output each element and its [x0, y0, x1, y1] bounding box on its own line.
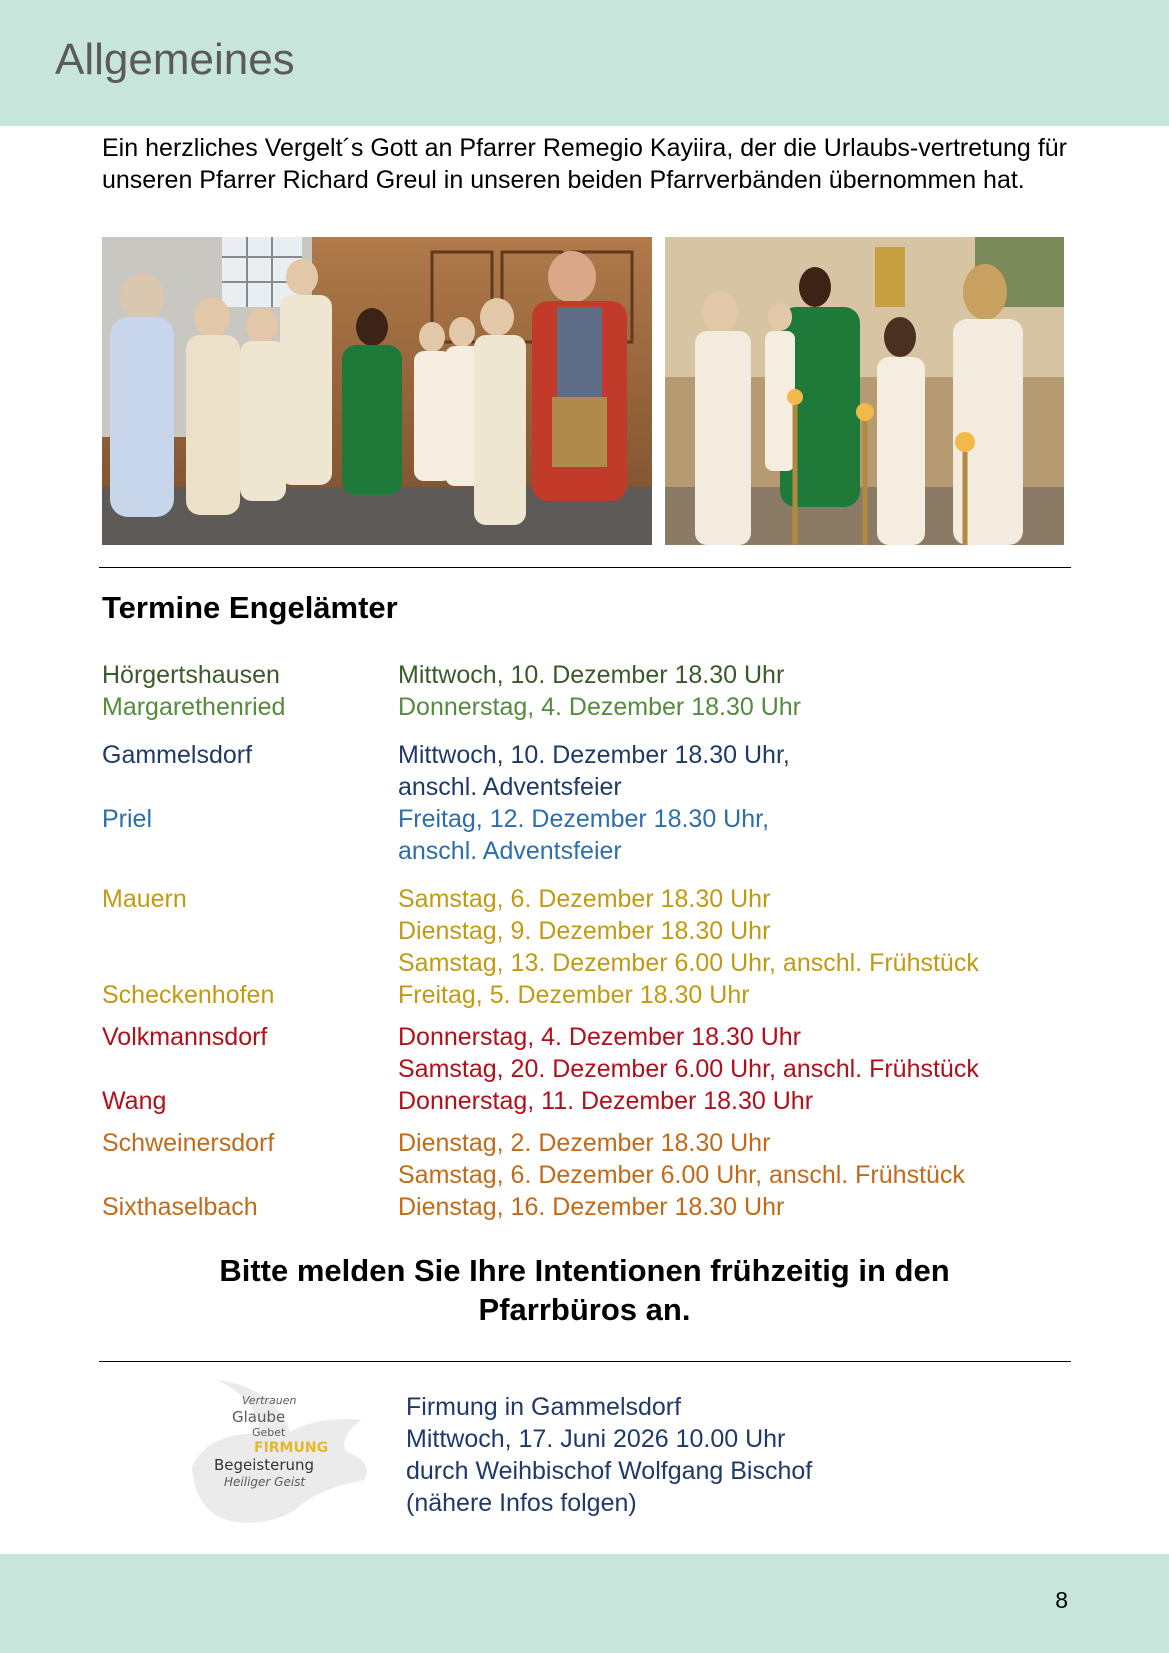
footer-band: [0, 1554, 1169, 1653]
firmung-note: (nähere Infos folgen): [406, 1489, 637, 1517]
date-line: Freitag, 12. Dezember 18.30 Uhr,: [398, 805, 770, 833]
date-line: Dienstag, 16. Dezember 18.30 Uhr: [398, 1193, 785, 1221]
place-name: Priel: [102, 805, 153, 833]
schedule-row: [102, 1021, 1082, 1085]
page-number: 8: [1055, 1587, 1068, 1613]
divider: [99, 567, 1071, 568]
date-line: anschl. Adventsfeier: [398, 837, 622, 865]
dove-word: Vertrauen: [242, 1394, 297, 1407]
schedule-row: [102, 803, 1082, 867]
dove-word: Glaube: [232, 1408, 286, 1426]
firmung-dove-image: [172, 1372, 382, 1530]
schedule-row: [102, 739, 1082, 803]
firmung-date: Mittwoch, 17. Juni 2026 10.00 Uhr: [406, 1425, 786, 1453]
section-title: Termine Engelämter: [102, 590, 398, 625]
place-name: Volkmannsdorf: [102, 1023, 268, 1051]
firmung-title: Firmung in Gammelsdorf: [406, 1393, 682, 1421]
group-photo: [102, 237, 652, 545]
schedule-row: [102, 979, 1082, 1011]
schedule-row: [102, 659, 1082, 691]
date-line: Samstag, 6. Dezember 18.30 Uhr: [398, 885, 771, 913]
date-line: Donnerstag, 4. Dezember 18.30 Uhr: [398, 1023, 801, 1051]
date-line: Mittwoch, 10. Dezember 18.30 Uhr,: [398, 741, 790, 769]
dove-word: Gebet: [252, 1426, 286, 1439]
notice-line: Bitte melden Sie Ihre Intentionen frühzeitig in den: [219, 1253, 950, 1288]
date-line: Freitag, 5. Dezember 18.30 Uhr: [398, 981, 750, 1009]
date-line: Dienstag, 2. Dezember 18.30 Uhr: [398, 1129, 771, 1157]
intentions-notice: [102, 1251, 1067, 1329]
firmung-info: [406, 1391, 812, 1519]
schedule-group: [102, 659, 1082, 723]
page-title: Allgemeines: [55, 35, 295, 84]
service-photo-icon: [665, 237, 1064, 545]
dove-word: FIRMUNG: [254, 1440, 329, 1456]
date-line: Donnerstag, 11. Dezember 18.30 Uhr: [398, 1087, 814, 1115]
notice-line: Pfarrbüros an.: [478, 1292, 691, 1327]
schedule-row: [102, 1191, 1082, 1223]
firmung-bishop: durch Weihbischof Wolfgang Bischof: [406, 1457, 813, 1485]
divider: [99, 1361, 1071, 1362]
schedule-group: [102, 739, 1082, 867]
date-line: Samstag, 20. Dezember 6.00 Uhr, anschl. Frühstück: [398, 1055, 979, 1083]
date-line: Dienstag, 9. Dezember 18.30 Uhr: [398, 917, 771, 945]
group-photo-icon: [102, 237, 652, 545]
place-name: Scheckenhofen: [102, 981, 275, 1009]
schedule-list: [102, 659, 1082, 1223]
place-name: Margarethenried: [102, 693, 286, 721]
schedule-row: [102, 691, 1082, 723]
schedule-group: [102, 883, 1082, 1011]
dove-icon: [172, 1372, 382, 1530]
schedule-group: [102, 1021, 1082, 1117]
date-line: Donnerstag, 4. Dezember 18.30 Uhr: [398, 693, 801, 721]
date-line: Samstag, 6. Dezember 6.00 Uhr, anschl. Frühstück: [398, 1161, 965, 1189]
place-name: Schweinersdorf: [102, 1129, 275, 1157]
schedule-row: [102, 1127, 1082, 1191]
place-name: Hörgertshausen: [102, 661, 280, 689]
dove-word: Begeisterung: [214, 1456, 315, 1474]
place-name: Wang: [102, 1087, 167, 1115]
intro-paragraph: Ein herzliches Vergelt´s Gott an Pfarrer Remegio Kayiira, der die Urlaubs-vertretung für unseren Pfarrer Richard Greul in unseren beiden Pfarrverbänden übernommen hat.: [102, 134, 1067, 194]
date-line: Samstag, 13. Dezember 6.00 Uhr, anschl. Frühstück: [398, 949, 979, 977]
place-name: Mauern: [102, 885, 187, 913]
service-photo: [665, 237, 1064, 545]
dove-word: Heiliger Geist: [224, 1475, 306, 1489]
schedule-row: [102, 883, 1082, 979]
date-line: anschl. Adventsfeier: [398, 773, 622, 801]
date-line: Mittwoch, 10. Dezember 18.30 Uhr: [398, 661, 785, 689]
place-name: Sixthaselbach: [102, 1193, 258, 1221]
schedule-row: [102, 1085, 1082, 1117]
place-name: Gammelsdorf: [102, 741, 253, 769]
schedule-group: [102, 1127, 1082, 1223]
